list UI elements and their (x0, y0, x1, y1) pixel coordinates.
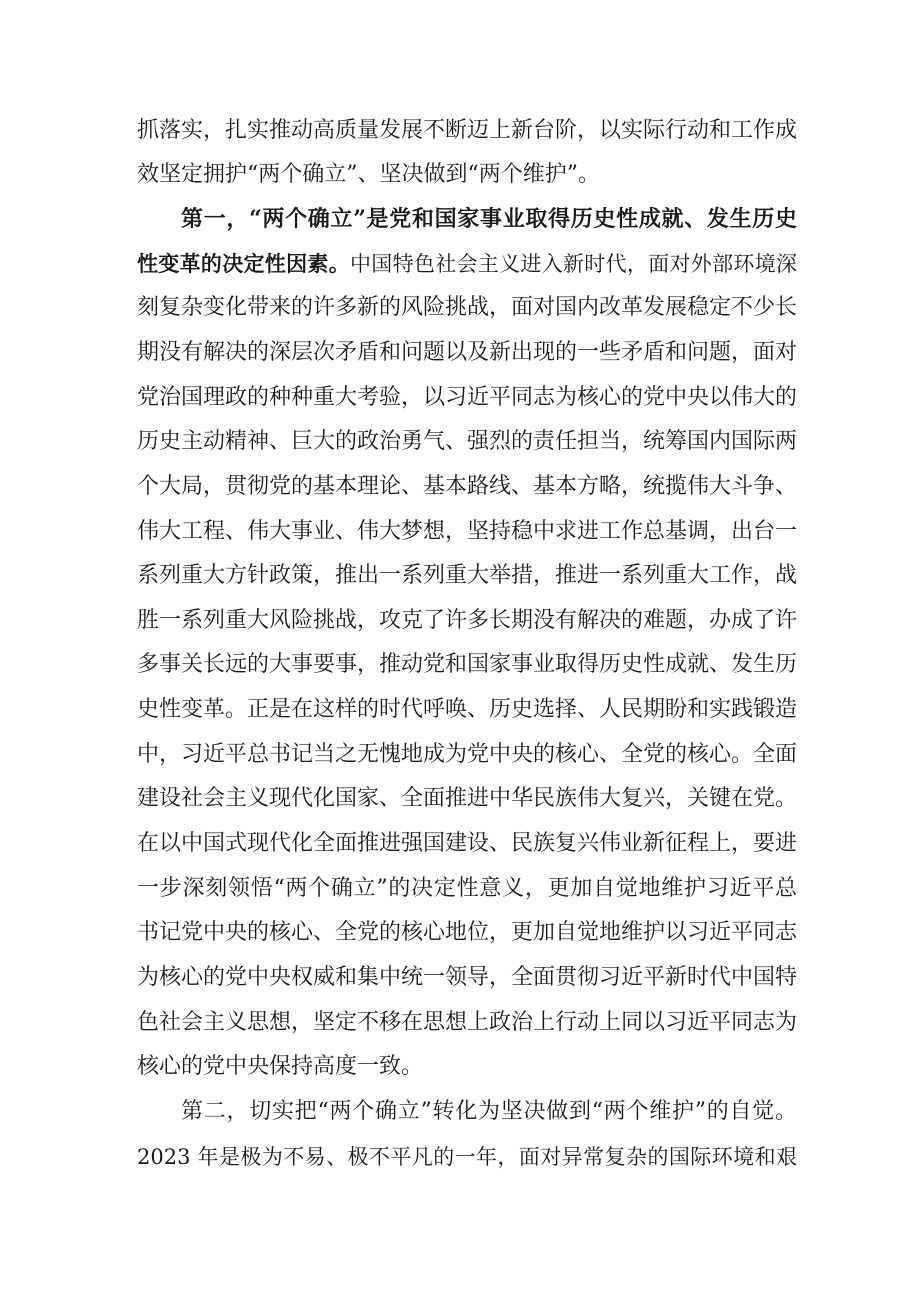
paragraph-line: 期没有解决的深层次矛盾和问题以及新出现的一些矛盾和问题，面对 (137, 340, 798, 365)
paragraph-line: 第二，切实把“两个确立”转化为坚决做到“两个维护”的自觉。 (181, 1099, 797, 1124)
paragraph-line: 一步深刻领悟“两个确立”的决定性意义，更加自觉地维护习近平总 (137, 876, 797, 901)
paragraph-line-mixed (137, 249, 797, 279)
section-heading-tail: 性变革的决定性因素。 (137, 251, 350, 276)
paragraph-line: 抓落实，扎实推动高质量发展不断迈上新台阶，以实际行动和工作成 (137, 118, 798, 143)
paragraph-line: 历史主动精神、巨大的政治勇气、强烈的责任担当，统筹国内国际两 (137, 429, 798, 454)
paragraph-line: 2023 年是极为不易、极不平凡的一年，面对异常复杂的国际环境和艰 (137, 1145, 797, 1169)
paragraph-line: 史性变革。正是在这样的时代呼唤、历史选择、人民期盼和实践锻造 (137, 697, 798, 722)
paragraph-line: 为核心的党中央权威和集中统一领导，全面贯彻习近平新时代中国特 (137, 965, 798, 990)
paragraph-line: 书记党中央的核心、全党的核心地位，更加自觉地维护以习近平同志 (137, 920, 798, 945)
paragraph-text: 中国特色社会主义进入新时代，面对外部环境深 (350, 252, 797, 276)
paragraph-line: 核心的党中央保持高度一致。 (137, 1054, 424, 1079)
paragraph-line: 刻复杂变化带来的许多新的风险挑战，面对国内改革发展稳定不少长 (137, 295, 798, 320)
paragraph-line: 多事关长远的大事要事，推动党和国家事业取得历史性成就、发生历 (137, 652, 798, 677)
paragraph-line: 胜一系列重大风险挑战，攻克了许多长期没有解决的难题，办成了许 (137, 608, 798, 633)
paragraph-line: 党治国理政的种种重大考验，以习近平同志为核心的党中央以伟大的 (137, 385, 798, 410)
paragraph-line: 系列重大方针政策，推出一系列重大举措，推进一系列重大工作，战 (137, 563, 798, 588)
paragraph-line: 色社会主义思想，坚定不移在思想上政治上行动上同以习近平同志为 (137, 1010, 798, 1035)
paragraph-line: 在以中国式现代化全面推进强国建设、民族复兴伟业新征程上，要进 (137, 831, 798, 856)
paragraph-line: 中，习近平总书记当之无愧地成为党中央的核心、全党的核心。全面 (137, 742, 798, 767)
paragraph-line: 伟大工程、伟大事业、伟大梦想，坚持稳中求进工作总基调，出台一 (137, 519, 798, 544)
paragraph-line: 效坚定拥护“两个确立”、坚决做到“两个维护”。 (137, 162, 600, 187)
paragraph-line: 建设社会主义现代化国家、全面推进中华民族伟大复兴，关键在党。 (137, 786, 798, 811)
paragraph-line: 个大局，贯彻党的基本理论、基本路线、基本方略，统揽伟大斗争、 (137, 474, 798, 499)
section-heading-line: 第一，“两个确立”是党和国家事业取得历史性成就、发生历史 (181, 206, 797, 232)
